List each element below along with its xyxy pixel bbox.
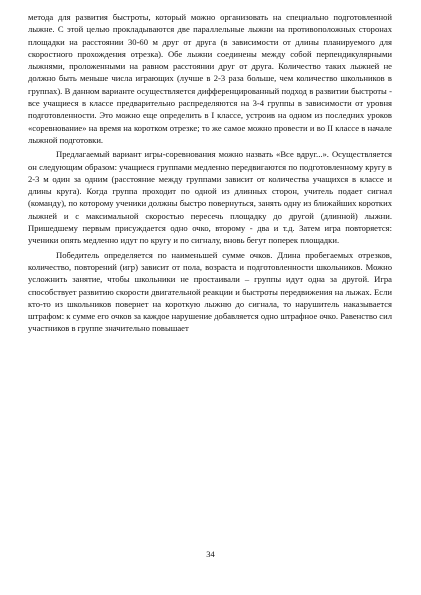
page-number: 34 — [206, 549, 215, 559]
document-page — [28, 11, 392, 335]
paragraph-2: Предлагаемый вариант игры-соревнования можно назвать «Все вдруг...». Осуществляется он следующим образом: учащиеся группами медленно передвигаются по подготовленному кругу в 2-3 м один за одним (расстояние между группами зависит от количества учащихся в классе и длины круга). Когда группа проходит по одной из длинных сторон, учитель подает сигнал (команду), по которому ученики должны быстро повернуться, занять одну из ближайших коротких лыжней и с максимальной скоростью пересечь площадку до другой (длинной) лыжни. Пришедшему первым присуждается одно очко, второму - два и т.д. Затем игра повторяется: ученики опять медленно идут по кругу и по сигналу, вновь бегут поперек площадки. — [28, 149, 392, 246]
paragraph-3: Победитель определяется по наименьшей сумме очков. Длина пробегаемых отрезков, количество, повторений (игр) зависит от пола, возраста и подготовленности школьников. Можно усложнить занятие, чтобы школьники не простаивали – группы идут одна за другой. Игра способствует развитию скорости двигательной реакции и быстроты передвижения на лыжах. Если кто-то из школьников повернет на короткую лыжню до сигнала, то нарушитель наказывается штрафом: к сумме его очков за каждое нарушение добавляется одно штрафное очко. Равенство сил участников в группе значительно повышает — [28, 249, 392, 334]
paragraph-1: метода для развития быстроты, который можно организовать на специально подготовленной лыжне. С этой целью прокладываются две параллельные лыжни на противоположных сторонах площадки на расстоянии 30-60 м друг от друга (в зависимости от длины планируемого для скоростного прохождения отрезка). Обе лыжни соединены между собой перпендикулярными лыжнями, проложенными на равном расстоянии друг от друга. Количество таких лыжней не должно быть меньше числа играющих (лучше в 2-3 раза больше, чем количество школьников в группах). В данном варианте осуществляется дифференцированный подход в развитии быстроты - все учащиеся в классе предварительно распределяются на 3-4 группы в зависимости от уровня подготовленности. Это можно еще определить в I классе, устроив на одном из последних уроков «соревнование» на время на коротком отрезке; то же самое можно провести и во II классе в начале лыжной подготовки. — [28, 12, 392, 145]
